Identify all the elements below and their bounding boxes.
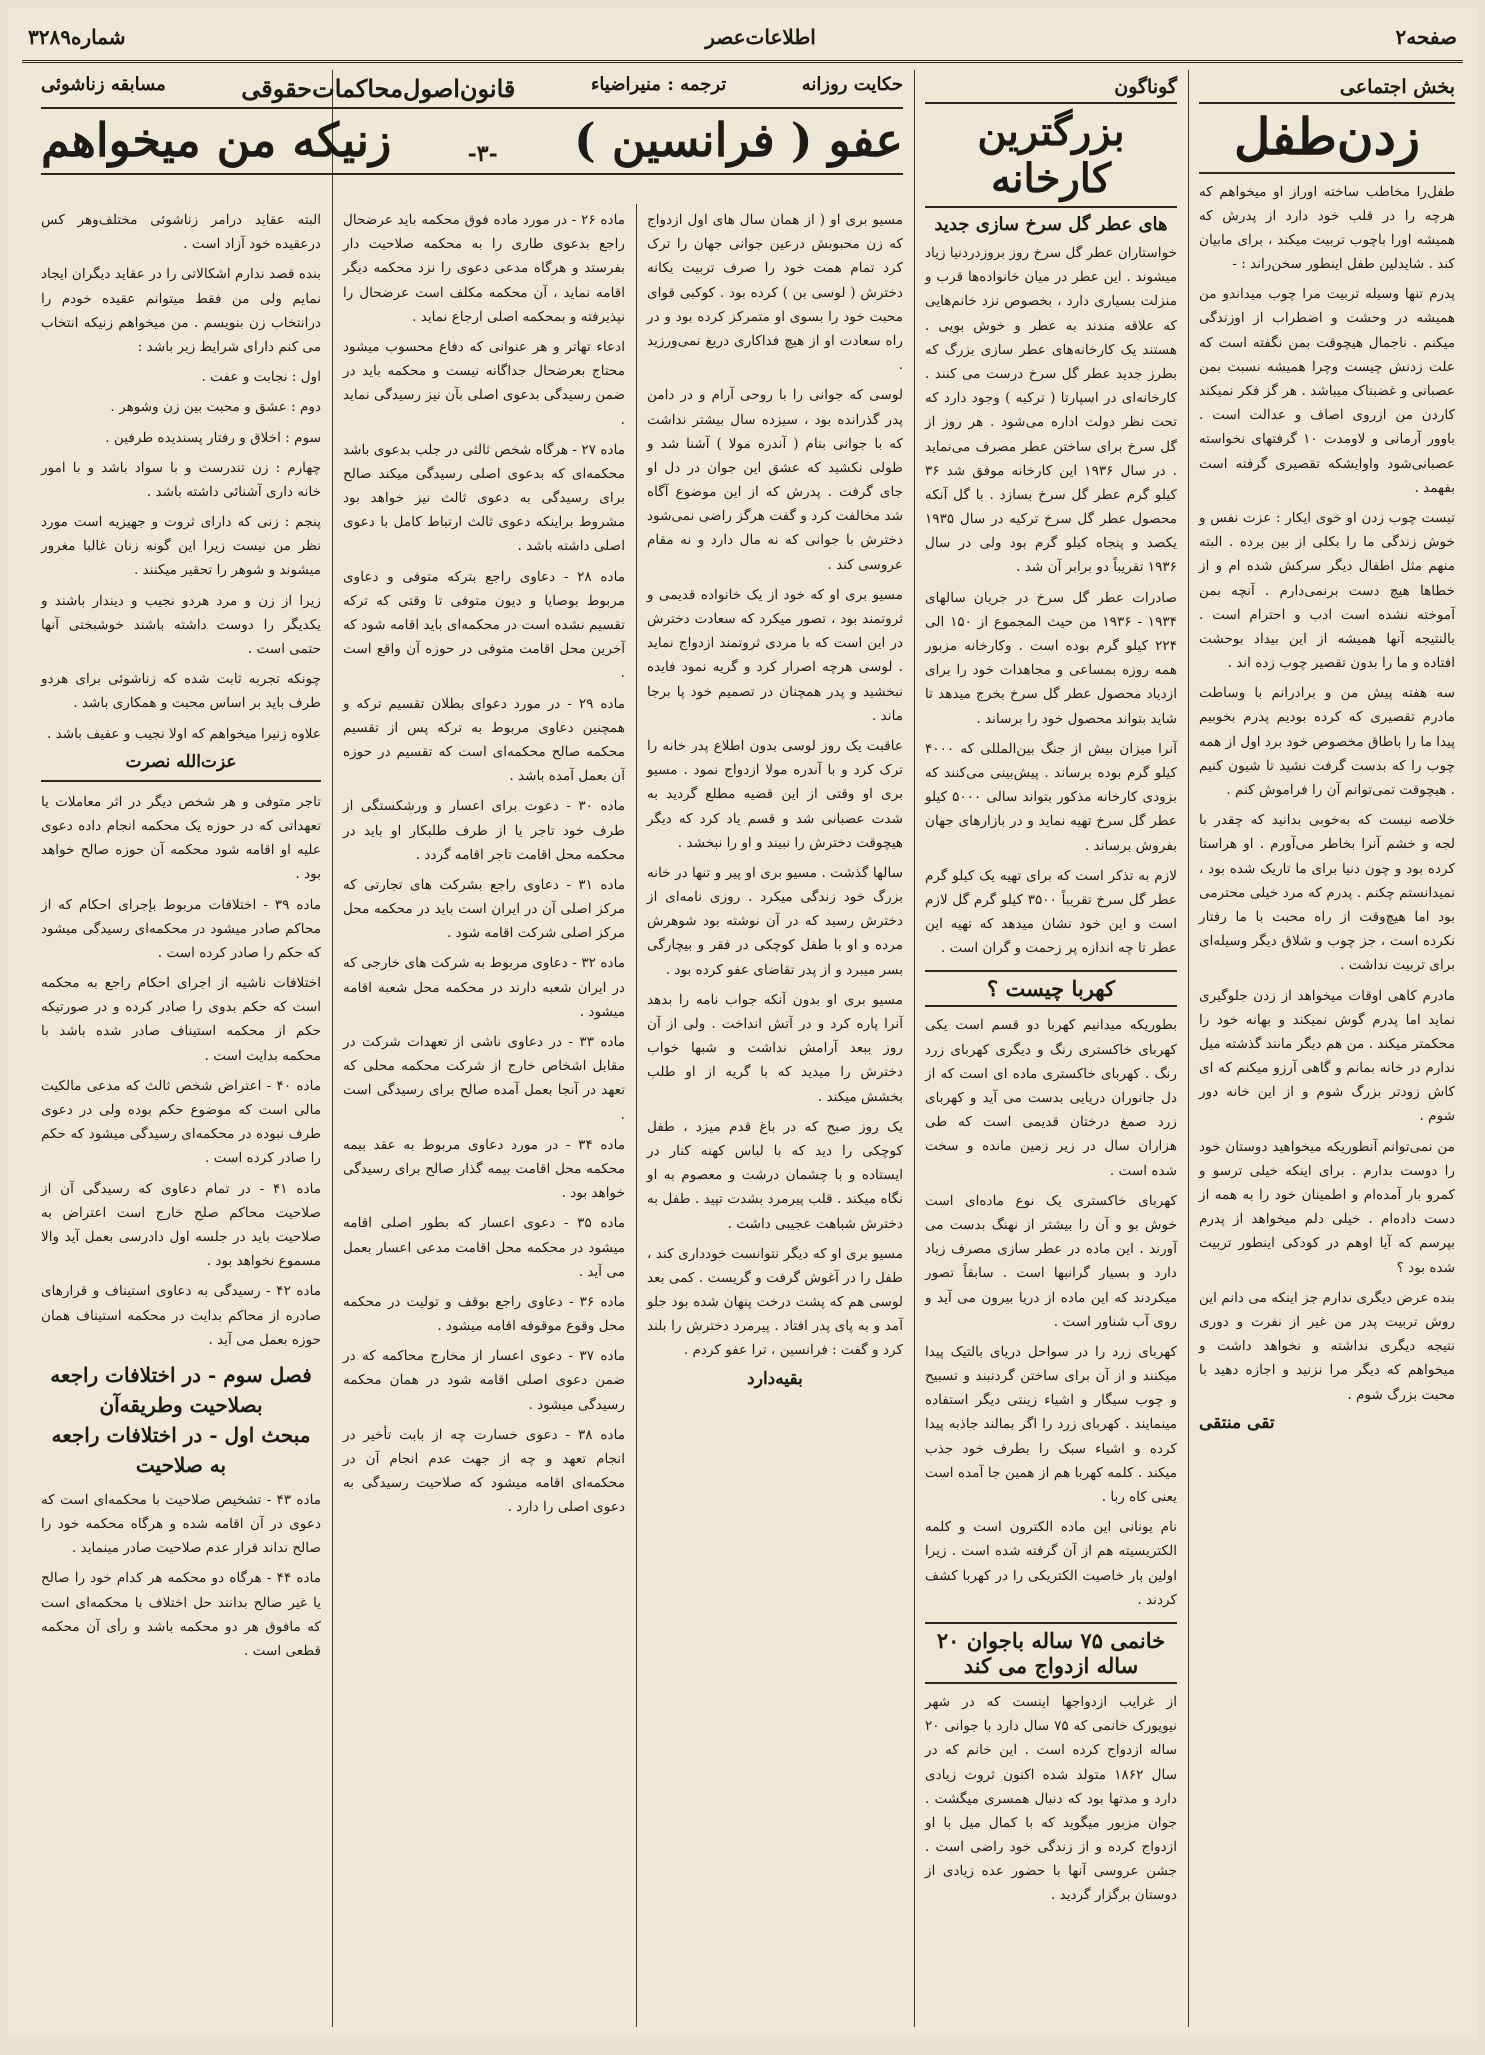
paragraph: نام یونانی این ماده الکترون است و کلمه الکتریسیته هم از آن گرفته شده است . زیرا اولین بار خاصیت الکتریکی را در کهربا کشف کردند .: [925, 1519, 1177, 1608]
paragraph: عاقبت یک روز لوسی بدون اطلاع پدر خانه را ترک کرد و با آندره مولا ازدواج نمود . مسیو بری او وقتی از این قضیه مطلع گردید به شدت عصبانی شد و قسم یاد کرد که دیگر هیچوقت دخترش را نبیند و او را نبخشد .: [647, 737, 903, 851]
paragraph: یک روز صبح که در باغ قدم میزد ، طفل کوچکی را دید که با لباس کهنه کنار در ایستاده و با چشمان درشت و معصوم به او نگاه میکند . قلب پیرمرد بشدت تپید . طفل به دخترش شباهت عجیبی داشت .: [647, 1118, 903, 1232]
paragraph: من نمی‌توانم آنطوریکه میخواهید دوستان خود را دوست بدارم . برای اینکه خیلی ترسو و کمرو بار آمده‌ام و اطمینان خود را به همه از دست داده‌ام . خیلی دلم میخواهد از پدرم بپرسم که آیا اوهم در کودکی اینطور تربیت شده بود ؟: [1199, 1138, 1455, 1276]
paragraph: ماده ۴۴ - هرگاه دو محکمه هر کدام خود را صالح یا غیر صالح بدانند حل اختلاف با محکمه‌ای است که مافوق هر دو محکمه باشد و رأی آن محکمه قطعی است .: [41, 1570, 322, 1659]
paragraph: صادرات عطر گل سرخ در جریان سالهای ۱۹۳۴ - ۱۹۳۶ من حیث المجموع از ۱۵۰ الی ۲۲۴ کیلو گرم بوده است . وکارخانه مزبور همه روزه بمساعی و مجاهدات خود را برای ازدیاد محصول عطر گل سرخ بخرج میدهد تا شاید بتواند محصول خود را برساند .: [925, 589, 1177, 727]
paragraph: ماده ۲۸ - دعاوی راجع بترکه متوفی و دعاوی مربوط بوصایا و دیون متوفی تا وقتی که ترکه تقسیم نشده است در محکمه‌ای باید اقامه شود که آخرین محل اقامت متوفی در حوزه آن واقع است .: [343, 568, 625, 682]
paragraph: بنده عرض دیگری ندارم جز اینکه می دانم این روش تربیت پدر من غیر از نفرت و دوری نتیجه دیگری نداشته و نخواهد داشت و میخواهم که دیگر مرا نزنید و اجازه دهید با محبت بزرگ شوم .: [1199, 1289, 1455, 1403]
page-number: صفحه۲: [1395, 25, 1457, 49]
column-rule: [636, 204, 637, 2027]
article-subhead: خانمی ۷۵ ساله باجوان ۲۰ ساله ازدواج می کند: [925, 1622, 1177, 1684]
paragraph: مسیو بری او ( از همان سال های اول ازدواج که زن محبوبش درعین جوانی جهان را ترک کرد تمام همت خود را صرف تربیت یکانه دخترش ( لوسی بن ) کرده بود . کوکبی قوای محبت خود را بسوی او متمرکز کرده بود و در راه سعادت او از هیچ فداکاری دریغ نمی‌ورزید .: [647, 212, 903, 374]
wide-kicker: [41, 70, 903, 109]
paragraph: تیست چوب زدن او خوی ایکار : عزت نفس و خوش زندگی ما را بکلی از بین برده . البته منهم مثل اطفال دیگر سرکش شده ام و از خطاها هیچ دست برنمی‌دارم . آنچه بمن آموخته نشده است ادب و احترام است . بالنتیجه آنها همیشه از این بیداد بوحشت افتاده و ما را بدون تقصیر چوب زده اند .: [1199, 509, 1455, 672]
issue-number: شماره۳۲۸۹: [28, 25, 126, 49]
paragraph: زیرا از زن و مرد هردو نجیب و دیندار باشند و یکدیگر را دوست داشته باشند خوشبختی آنها حتمی است .: [41, 592, 321, 657]
story-kicker: حکایت روزانه: [801, 74, 903, 95]
paragraph: سوم : اخلاق و رفتار پسندیده طرفین .: [105, 429, 321, 446]
paragraph: از غرایب ازدواجها اینست که در شهر نیویورک خانمی که ۷۵ سال دارد با جوانی ۲۰ ساله ازدواج کرده است . این خانم که در سال ۱۸۶۲ متولد شده اکنون ثروت زیادی دارد و مدتها بود که دنبال همسری میگشت . جوان مزبور میگوید که با کمال میل با او ازدواج کرده و از زندگی خود راضی است . جشن عروسی آنها با حضور عده زیادی از دوستان برگزار گردید .: [925, 1693, 1178, 1904]
paragraph: خلاصه نیست که به‌خوبی بدانید که چقدر با لجه و خشم آنرا بخاطر می‌آورم . او هراستا کرده بود و چون دنیا برای ما تاریک شده بود ، نمیدانستم چکنم . پدرم که مرد خیلی محترمی بود اما هیچ‌وقت از راه محبت با ما رفتار نکرده است ، جز چوب و شلاق دیگر وسیله‌ای برای تربیت نداشت .: [1199, 812, 1455, 974]
paragraph: کهربای خاکستری یک نوع ماده‌ای است خوش بو و آن را بیشتر از نهنگ بدست می آورند . این ماده در عطر سازی مصرف زیاد دارد و بسیار گرانبها است . سابقاً تصور میکردند که این ماده از دریا بیرون می آید و روی آب شناور است .: [925, 1192, 1177, 1330]
paragraph: ماده ۳۳ - در دعاوی ناشی از تعهدات شرکت در مقابل اشخاص خارج از شرکت محکمه محلی که تعهد در آنجا بعمل آمده صالح برای رسیدگی است .: [343, 1034, 625, 1123]
paragraph: ادعاء تهاتر و هر عنوانی که دفاع محسوب میشود محتاج بعرضحال جداگانه نیست و محکمه باید در ضمن رسیدگی بدعوی اصلی بآن نیز رسیدگی نماید .: [343, 338, 625, 428]
column-law: [335, 204, 633, 2027]
paragraph: ماده ۳۰ - دعوت برای اعسار و ورشکستگی از طرف خود تاجر یا از طرف طلبکار او باید در محکمه محل اقامت تاجر اقامه گردد .: [343, 798, 625, 863]
paragraph: لازم به تذکر است که برای تهیه یک کیلو گرم عطر گل سرخ تقریباً ۳۵۰۰ کیلو گرم گل لازم است و این خود نشان میدهد که تهیه این عطر تا چه اندازه پر زحمت و گران است .: [925, 867, 1177, 957]
paragraph: مسیو بری او که دیگر نتوانست خودداری کند ، طفل را در آغوش گرفت و گریست . کمی بعد لوسی هم که پشت درخت پنهان شده بود جلو آمد و به پای پدر افتاد . پیرمرد دخترش را بلند کرد و گفت : فرانسین ، ترا عفو کردم .: [647, 1245, 903, 1359]
continued-note: بقیه‌دارد: [747, 1368, 803, 1389]
page-header: [22, 14, 1463, 63]
article-headline: زدن‌طفل: [1199, 108, 1455, 174]
column-social: [1191, 70, 1463, 2027]
paragraph: کهربای زرد را در سواحل دریای بالتیک پیدا میکنند و از آن برای ساختن گردنبند و تسبیح و چوب سیگار و اشیاء زینتی دیگر استفاده مینمایند . کهربای زرد را اگر بمالند جاذبه پیدا کرده و اشیاء سبک را بطرف خود جذب میکند . کلمه کهربا هم از همین جا آمده است یعنی کاه ربا .: [925, 1343, 1177, 1505]
column-rule: [332, 70, 333, 2027]
paragraph: چونکه تجربه ثابت شده که زناشوئی برای هردو طرف باید بر اساس محبت و همکاری باشد .: [41, 671, 321, 712]
paragraph: مادرم کاهی اوقات میخواهد از زدن جلوگیری نماید اما پدرم گوش نمیکند و بهانه خود را محکمتر میکند . من هم دیگر مانند گذشته میل ندارم در خانه بمانم و گاهی آرزو میکنم که ای کاش زودتر بزرگ شوم و از این خانه دور شوم .: [1199, 987, 1455, 1125]
paragraph: مسیو بری او که خود از یک خانواده قدیمی و ثروتمند بود ، تصور میکرد که سعادت دخترش در این است که با مردی ثروتمند ازدواج نماید . لوسی هرچه اصرار کرد و گریه نمود فایده نبخشید و پدر همچنان در تصمیم خود پا برجا ماند .: [647, 586, 903, 724]
story-headline: عفو ( فرانسین ): [574, 113, 903, 167]
section-label: گوناگون: [1114, 76, 1177, 98]
chapter-title: فصل سوم - در اختلافات راجعه بصلاحیت وطریقه‌آن: [50, 1362, 312, 1417]
paragraph: دوم : عشق و محبت بین زن وشوهر .: [110, 399, 321, 416]
paragraph: ماده ۳۲ - دعاوی مربوط به شرکت های خارجی که در ایران شعبه دارند در محکمه محل شعبه اقامه میشود .: [343, 955, 626, 1020]
paragraph: تاجر متوفی و هر شخص دیگر در اثر معاملات یا تعهداتی که در حوزه یک محکمه انجام داده دعوی علیه او اقامه شود محکمه آن حوزه صالح خواهد بود .: [41, 793, 321, 883]
paragraph: لوسی که جوانی را با روحی آرام و در دامن پدر گذرانده بود ، سیزده سال بیشتر نداشت که با جوانی بنام ( آندره مولا ) آشنا شد و طولی نکشید که عشق این جوان در دل او جای گرفت . پدرش که از این موضوع آگاه شد مخالفت کرد و گفت هرگز راضی نمی‌شود دخترش با جوانی که نه مال دارد و نه مقام عروسی کند .: [647, 387, 903, 573]
paragraph: ماده ۲۶ - در مورد ماده فوق محکمه باید عرضحال راجع بدعوی طاری را به محکمه صلاحیت دار بفرستد و هرگاه مدعی دعوی را نزد محکمه دیگر اقامه نماید ، آن محکمه مکلف است عرضحال را نپذیرفته و بمحکمه اصلی ارجاع نماید .: [343, 212, 626, 325]
author-signature: عزت‌الله نصرت: [125, 751, 237, 772]
author-signature: تقی منتقی: [1199, 1412, 1275, 1433]
column-rule: [914, 70, 915, 2027]
contest-headline: زنیکه من میخواهم: [41, 113, 392, 167]
paragraph: ماده ۳۶ - دعاوی راجع بوقف و تولیت در محکمه محل وقوع موقوفه اقامه میشود .: [343, 1293, 625, 1335]
paragraph: خواستاران عطر گل سرخ روز بروزدردنیا زیاد میشوند . این عطر در میان خانواده‌ها قرب و منزلت بسیاری دارد ، بخصوص نزد خانم‌هایی که علاقه مندند به عطر و خوش بویی . هستند یک کارخانه‌های عطر سازی بزرگ که بطرز جدید عطر گل سرخ درست می کنند . کارخانه‌ای در اسپارتا ( ترکیه ) وجود دارد که تحت نظر دولت اداره می‌شود . هر روز از گل سرخ برای ساختن عطر مصرف می‌نماید . در سال ۱۹۳۶ این کارخانه موفق شد ۳۶ کیلو گرم عطر گل سرخ بسازد . با گل آنکه محصول عطر گل سرخ ترکیه در سال ۱۹۳۵ یکصد و پنجاه کیلو گرم بود ولی در سال ۱۹۳۶ تقریباً دو برابر آن شد .: [925, 245, 1177, 576]
paragraph: طفل‌را مخاطب ساخته اوراز او میخواهم که هرچه را در قلب خود دارد از پدرش که همیشه اورا باچوب تربیت میکند ، برای مابیان کند . شایدلین طفل اینطور سخن‌راند : -: [1199, 183, 1455, 273]
paragraph: ماده ۴۳ - تشخیص صلاحیت با محکمه‌ای است که دعوی در آن اقامه شده و هرگاه محکمه خود را صالح نداند قرار عدم صلاحیت صادر مینماید .: [41, 1491, 321, 1557]
section-divider: [41, 780, 321, 782]
article-subhead: کهربا چیست ؟: [925, 970, 1177, 1007]
contest-kicker: مسابقه زناشوئی: [41, 74, 166, 95]
paragraph: ماده ۳۵ - دعوی اعسار که بطور اصلی اقامه میشود در محکمه محل اقامت مدعی اعسار بعمل می آید .: [343, 1215, 626, 1280]
translator-byline: ترجمه : منیراضیاء: [590, 74, 727, 95]
paragraph: سه هفته پیش من و برادرانم با وساطت مادرم تقصیری که کرده بودیم پدرم بخوبیم پیدا ما را باطاق مخصوص خود برد اول از همه چوب را که بدست گرفت نشید تا شیون کنیم . هیچوقت تمی‌توانم آن را فراموش کنم .: [1199, 685, 1455, 798]
paragraph: ماده ۴۲ - رسیدگی به دعاوی استیناف و قرارهای صادره از محاکم بدایت در محکمه استیناف همان حوزه بعمل می آید .: [41, 1283, 321, 1348]
section-label: بخش اجتماعی: [1339, 76, 1455, 98]
wide-header: [33, 70, 911, 175]
column-miscellaneous: [917, 70, 1185, 2027]
wide-title-row: [41, 109, 903, 175]
law-kicker: قانون‌اصول‌محاکمات‌حقوقی: [241, 74, 516, 103]
newspaper-page: [8, 8, 1477, 2039]
paragraph: بطوریکه میدانیم کهربا دو قسم است یکی کهربای خاکستری رنگ و دیگری کهربای زرد رنگ . کهربای خاکستری ماده ای است که از دل جانوران دریایی بدست می آید و کهربای زرد صمغ درختان قدیمی است که طی هزاران سال در زیر زمین مانده و سخت شده است .: [925, 1017, 1177, 1179]
paragraph: ماده ۳۷ - دعوی اعسار از مخارج محاکمه که در ضمن دعوی اصلی اقامه شود در همان محکمه رسیدگی میشود .: [343, 1348, 625, 1413]
paragraph: پنجم : زنی که دارای ثروت و جهیزیه است مورد نظر من نیست زیرا این گونه زنان غالبا مغرور میشوند و شوهر را تحقیر میکنند .: [41, 514, 321, 579]
chapter-heading: [41, 1360, 321, 1480]
paragraph: ماده ۳۴ - در مورد دعاوی مربوط به عقد بیمه محکمه محل اقامت بیمه گذار صالح برای رسیدگی خواهد بود .: [343, 1136, 626, 1202]
paragraph: چهارم : زن تندرست و با سواد باشد و با امور خانه داری آشنائی داشته باشد .: [41, 459, 321, 500]
chapter-subtitle: مبحث اول - در اختلافات راجعه: [51, 1422, 311, 1447]
paragraph: اول : نجابت و عفت .: [201, 369, 321, 386]
paragraph: سالها گذشت . مسیو بری او پیر و تنها در خانه بزرگ خود زندگی میکرد . روزی نامه‌ای از دخترش رسید که در آن نوشته بود شوهرش مرده و او با طفل کوچکی در فقر و بیچارگی بسر میبرد و از پدر تقاضای عفو کرده بود .: [647, 864, 903, 978]
paragraph: اختلافات ناشیه از اجرای احکام راجع به محکمه است که حکم بدوی را صادر کرده و در صورتیکه حکم از محکمه استیناف صادر شده باشد با محکمه بدایت است .: [41, 975, 321, 1064]
paragraph: ماده ۴۱ - در تمام دعاوی که رسیدگی آن از صلاحیت محاکم صلح خارج است اعتراض به صلاحیت باید در جلسه اول دادرسی بعمل آید والا مسموع نخواهد بود .: [41, 1180, 321, 1270]
article-subhead: های عطر گل سرخ سازی جدید: [934, 214, 1168, 235]
column-story: [639, 204, 911, 2027]
article-headline: بزرگترین کارخانه: [925, 108, 1177, 208]
paragraph: البته عقاید درامر زناشوئی مختلف‌وهر کس درعقیده خود آزاد است .: [41, 212, 321, 253]
column-contest: [33, 204, 329, 2027]
section-kicker: [1199, 74, 1455, 104]
paragraph: پدرم تنها وسیله تربیت مرا چوب میداندو من همیشه در وحشت و اضطراب از اوزندگی میکنم . ناجمال هیچوقت بمن نگفته است که علت زدنش چیست وچرا همیشه نسبت بمن عصبانی و غضبناک میباشد . هر گز فکر نمیکند کاردن من ازروی اصاف و عدالت است . باوور آرمانی و لاومدت ۱۰ گرفتهای نخواسته عصبانی‌شود واوایشکه تقصیری گرفته است بفهمد .: [1199, 286, 1455, 496]
installment-number: -۳-: [467, 141, 498, 167]
column-rule: [1188, 70, 1189, 2027]
paragraph: ماده ۴۰ - اعتراض شخص ثالث که مدعی مالکیت مالی است که موضوع حکم بوده ولی در دعوی طرف نبوده در محکمه‌ای رسیدگی میشود که حکم را صادر کرده است .: [41, 1077, 322, 1167]
paragraph: ماده ۳۸ - دعوی خسارت چه از بابت تأخیر در انجام تعهد و چه از جهت عدم انجام آن در محکمه‌ای اقامه میشود که صلاحیت رسیدگی به دعوی اصلی را دارد .: [343, 1426, 625, 1516]
paragraph: ماده ۳۹ - اختلافات مربوط بإجرای احکام که از محاکم صادر میشود در محکمه‌ای رسیدگی میشود که حکم را صادر کرده است .: [41, 896, 321, 961]
paragraph: آنرا میزان بیش از جنگ بین‌المللی که ۴۰۰۰ کیلو گرم بوده برساند . پیش‌بینی می‌کنند که بزودی کارخانه مذکور بتواند سالی ۵۰۰۰ کیلو عطر گل سرخ تهیه نماید و در بازارهای جهان بفروش برساند .: [925, 740, 1177, 854]
paragraph: علاوه زنیرا میخواهم که اولا نجیب و عفیف باشد .: [46, 725, 321, 742]
paragraph: ماده ۲۷ - هرگاه شخص ثالثی در جلب بدعوی باشد محکمه‌ای که بدعوی اصلی رسیدگی میکند صالح برای رسیدگی به دعوی ثالث نیز خواهد بود مشروط براینکه دعوی ثالث ارتباط کامل با دعوی اصلی داشته باشد .: [343, 441, 625, 555]
section-kicker: [925, 74, 1177, 104]
paragraph: ماده ۳۱ - دعاوی راجع بشرکت های تجارتی که مرکز اصلی آن در ایران است باید در محکمه محل مرکز اصلی شرکت اقامه شود .: [343, 876, 626, 942]
newspaper-name: اطلاعات‌عصر: [705, 25, 816, 49]
paragraph: ماده ۲۹ - در مورد دعوای بطلان تقسیم ترکه و همچنین دعاوی مربوط به ترکه پس از تقسیم محکمه صالح محکمه‌ای است که تقسیم در حوزه آن بعمل آمده باشد .: [343, 695, 625, 785]
paragraph: مسیو بری او بدون آنکه جواب نامه را بدهد آنرا پاره کرد و در آتش انداخت . ولی از آن روز ببعد آرامش نداشت و شبها خواب دخترش را میدید که با گریه از او طلب بخشش میکند .: [647, 991, 903, 1105]
paragraph: بنده قصد ندارم اشکالاتی را در عقاید دیگران ایجاد نمایم ولی من فقط میتوانم عقیده خودم را درانتخاب زن بنویسم . من میخواهم زنیکه انتخاب می کنم دارای شرایط زیر باشد :: [41, 266, 321, 355]
chapter-subtitle: به صلاحیت: [135, 1452, 227, 1477]
